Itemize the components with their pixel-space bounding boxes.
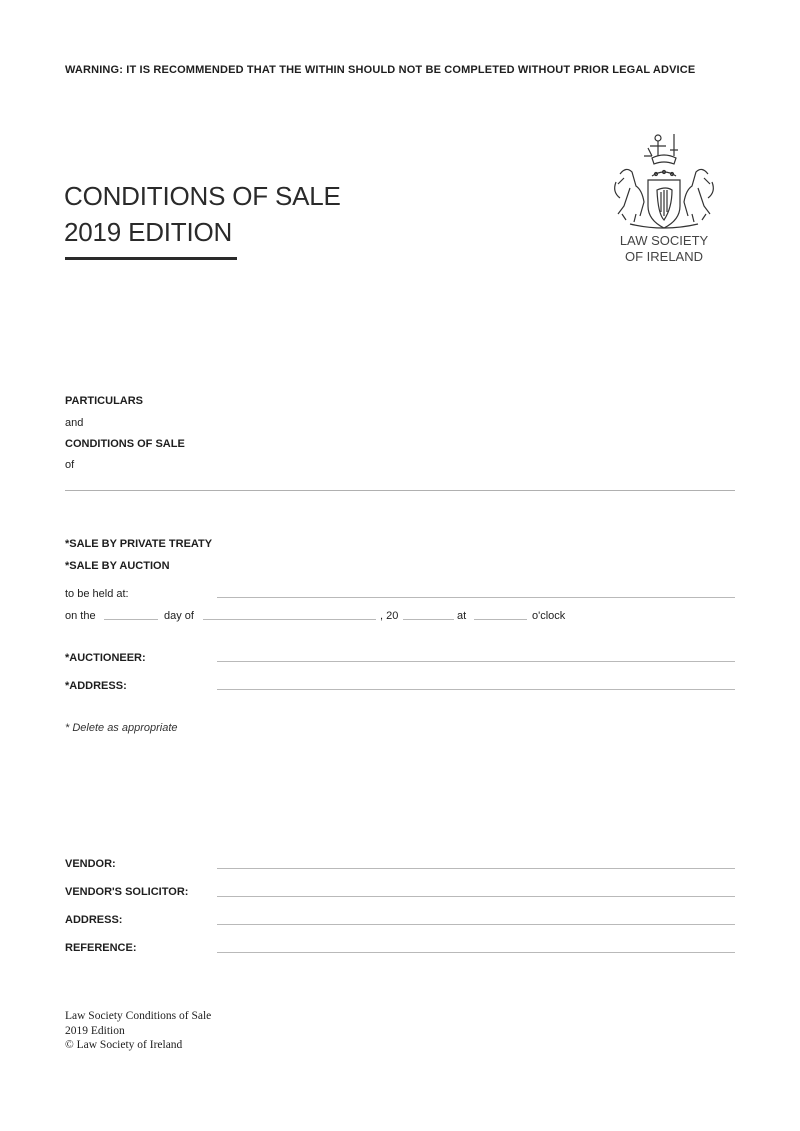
held-at-label: to be held at: (65, 588, 129, 600)
at-label: at (457, 610, 467, 622)
logo-line-1: LAW SOCIETY (619, 233, 709, 248)
footer-line-1: Law Society Conditions of Sale (65, 1010, 212, 1022)
year-line[interactable] (403, 619, 454, 620)
vendor-solicitor-line[interactable] (217, 896, 735, 897)
logo-text (600, 233, 728, 265)
oclock-label: o'clock (532, 610, 566, 622)
day-of-label: day of (164, 610, 194, 622)
footer-line-2: 2019 Edition (65, 1024, 125, 1037)
property-description-line[interactable] (65, 490, 735, 491)
legal-warning: WARNING: IT IS RECOMMENDED THAT THE WITHIN SHOULD NOT BE COMPLETED WITHOUT PRIOR LEGAL ADVICE (65, 64, 696, 76)
reference-line[interactable] (217, 952, 735, 953)
title-underline (65, 257, 237, 260)
vendor-address-label: ADDRESS: (65, 914, 123, 926)
title-line-2: 2019 EDITION (64, 217, 233, 247)
reference-label: REFERENCE: (65, 942, 137, 954)
delete-note: * Delete as appropriate (65, 722, 178, 734)
vendor-address-line[interactable] (217, 924, 735, 925)
vendor-line[interactable] (217, 868, 735, 869)
particulars-of: of (65, 459, 75, 471)
auctioneer-label: *AUCTIONEER: (65, 652, 146, 664)
sale-by-auction: *SALE BY AUCTION (65, 560, 170, 572)
conditions-heading: CONDITIONS OF SALE (65, 438, 185, 450)
document-title (64, 178, 341, 250)
title-line-1: CONDITIONS OF SALE (64, 181, 341, 211)
held-at-line[interactable] (217, 597, 735, 598)
sale-private-treaty: *SALE BY PRIVATE TREATY (65, 538, 213, 550)
particulars-and: and (65, 417, 84, 429)
day-line[interactable] (104, 619, 158, 620)
year-prefix-label: , 20 (380, 610, 399, 622)
particulars-heading: PARTICULARS (65, 395, 144, 407)
time-line[interactable] (474, 619, 527, 620)
vendor-solicitor-label: VENDOR'S SOLICITOR: (65, 886, 189, 898)
month-line[interactable] (203, 619, 376, 620)
footer-line-3: © Law Society of Ireland (65, 1039, 183, 1051)
on-the-label: on the (65, 610, 96, 622)
vendor-label: VENDOR: (65, 858, 116, 870)
logo-line-2: OF IRELAND (624, 249, 703, 264)
footer (65, 1009, 211, 1053)
auctioneer-address-line[interactable] (217, 689, 735, 690)
auctioneer-line[interactable] (217, 661, 735, 662)
auctioneer-address-label: *ADDRESS: (65, 680, 127, 692)
